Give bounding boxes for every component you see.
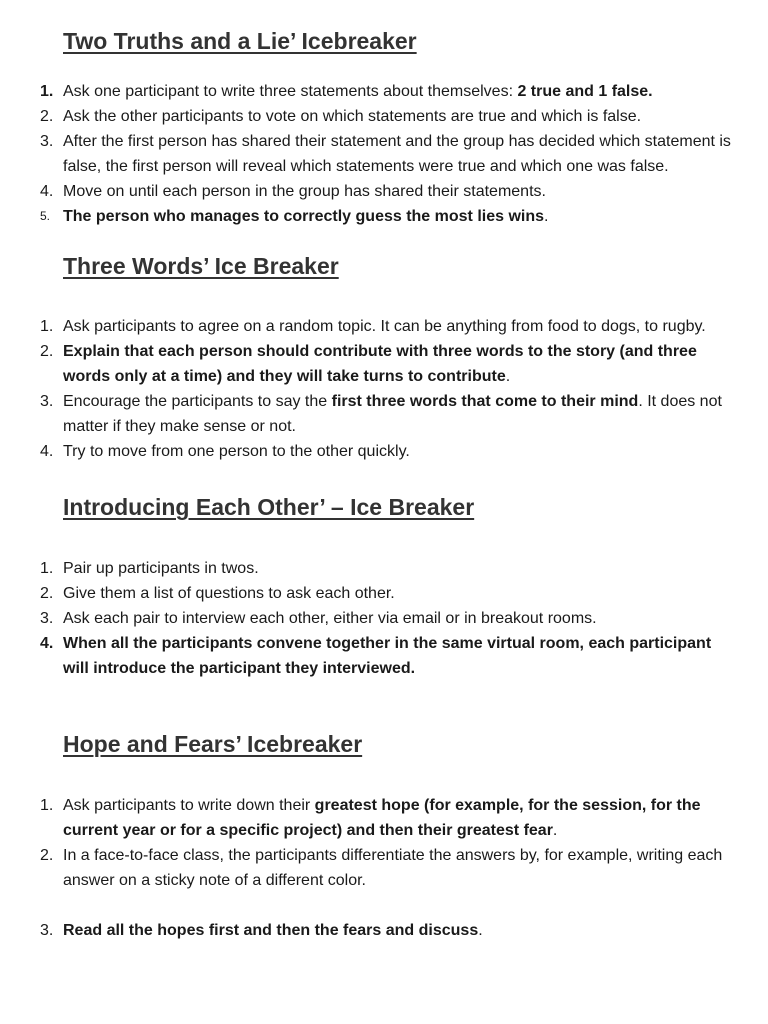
list-item — [0, 129, 768, 179]
section-heading: Introducing Each Other’ – Ice Breaker — [63, 494, 475, 520]
list-text: Ask one participant to write three statements about themselves: — [63, 83, 518, 100]
list-number: 5. — [40, 209, 51, 223]
list-number: 3. — [40, 922, 54, 939]
list-text: Give them a list of questions to ask each other. — [63, 585, 395, 602]
list-text-bold: Read all the hopes first and then the fears and discuss — [63, 922, 479, 939]
list-number: 4. — [40, 183, 54, 200]
list-text: In a face-to-face class, the participants differentiate the answers by, for example, writing each answer on a sticky note of a different color. — [63, 847, 723, 889]
list-text-bold: greatest hope (for example, for the session, for the current year or for a specific project) and then their greatest fear — [63, 797, 701, 839]
list-item — [0, 389, 768, 439]
section-heading: Hope and Fears’ Icebreaker — [63, 731, 363, 757]
list-text-bold: 2 true and 1 false. — [517, 83, 653, 100]
list-text-bold: first three words that come to their mind — [331, 393, 639, 410]
list-text: After the first person has shared their statement and the group has decided which statement is false, the first person will reveal which statements were true and which one was false. — [63, 133, 731, 175]
list-number: 1. — [40, 83, 54, 100]
section-heading: Three Words’ Ice Breaker — [63, 253, 339, 279]
list-number: 4. — [40, 635, 54, 652]
list-text: Move on until each person in the group has shared their statements. — [63, 183, 546, 200]
list-number: 1. — [40, 797, 54, 814]
list-text: Ask each pair to interview each other, either via email or in breakout rooms. — [63, 610, 597, 627]
list-number: 3. — [40, 133, 54, 150]
list-item — [0, 793, 768, 843]
list-text: . — [505, 368, 511, 385]
numbered-list — [0, 314, 768, 464]
list-text: Pair up participants in twos. — [63, 560, 259, 577]
list-item — [0, 581, 768, 606]
list-text-bold: Explain that each person should contribute with three words to the story (and three words only at a time) and they will take turns to contribute — [63, 343, 697, 385]
list-number: 1. — [40, 560, 54, 577]
list-number: 2. — [40, 108, 54, 125]
list-text: Ask participants to agree on a random topic. It can be anything from food to dogs, to rugby. — [63, 318, 706, 335]
list-text: . — [478, 922, 483, 939]
list-item — [0, 204, 768, 229]
list-item — [0, 314, 768, 339]
list-item — [0, 104, 768, 129]
list-number: 3. — [40, 393, 54, 410]
list-number: 1. — [40, 318, 54, 335]
list-text: Try to move from one person to the other quickly. — [63, 443, 410, 460]
numbered-list — [0, 556, 768, 681]
list-number: 3. — [40, 610, 54, 627]
list-number: 4. — [40, 443, 54, 460]
list-text-bold: When all the participants convene together in the same virtual room, each participant will introduce the participant they interviewed. — [63, 635, 712, 677]
list-number: 2. — [40, 343, 54, 360]
section-heading: Two Truths and a Lie’ Icebreaker — [63, 28, 417, 54]
list-text: . — [544, 208, 549, 225]
list-item — [0, 79, 768, 104]
list-text: Ask participants to write down their — [63, 797, 315, 814]
list-number: 2. — [40, 847, 54, 864]
numbered-list — [0, 793, 768, 943]
numbered-list — [0, 79, 768, 229]
list-item — [0, 556, 768, 581]
list-text: . — [552, 822, 558, 839]
list-item — [0, 918, 768, 943]
list-number: 2. — [40, 585, 54, 602]
list-item — [0, 843, 768, 893]
list-item — [0, 439, 768, 464]
list-text: Ask the other participants to vote on which statements are true and which is false. — [63, 108, 642, 125]
list-text: Encourage the participants to say the — [63, 393, 332, 410]
list-item — [0, 606, 768, 631]
list-item — [0, 179, 768, 204]
list-item — [0, 631, 768, 681]
list-text-bold: The person who manages to correctly guess the most lies wins — [63, 208, 545, 225]
list-text: . It does not matter if they make sense or not. — [63, 393, 722, 435]
list-item — [0, 339, 768, 389]
